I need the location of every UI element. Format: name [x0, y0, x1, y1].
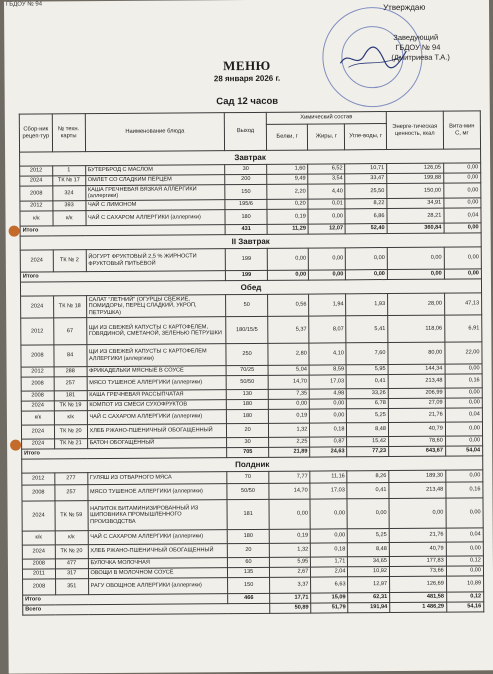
cell-dish: ХЛЕБ РЖАНО-ПШЕНИЧНЫЙ ОБОГАЩЕННЫЙ [88, 544, 228, 559]
cell-card: 1 [52, 166, 85, 176]
cell-yield: 130 [227, 389, 269, 399]
cell-yield: 180 [227, 399, 269, 409]
cell-col: 2024 [22, 501, 55, 531]
cell-yield: 180 [228, 529, 270, 543]
cell-v: 10,89 [446, 576, 483, 592]
cell-dish: РАГУ ОВОЩНОЕ АЛЛЕРГИКИ (аллергики) [88, 578, 228, 595]
cell-card: 317 [55, 569, 88, 579]
cell-card: 324 [53, 186, 86, 201]
total-f: 24,63 [310, 447, 347, 457]
cell-f: 0,18 [310, 423, 347, 437]
cell-f: 17,03 [310, 483, 347, 499]
section-title: II Завтрак [20, 233, 481, 250]
cell-p: 3,37 [269, 577, 311, 593]
grand-total-e: 1 486,29 [390, 602, 447, 612]
cell-v: 0,04 [446, 528, 483, 542]
cell-yield: 180 [227, 409, 269, 423]
header-vitc: Вита-мин С, мг [443, 111, 480, 149]
cell-v: 0,16 [445, 374, 482, 388]
cell-e: 206,99 [388, 388, 445, 398]
cell-f: 4,40 [308, 184, 345, 199]
cell-dish: БУЛОЧКА МОЛОЧНАЯ [88, 558, 228, 569]
cell-col: 2008 [21, 391, 54, 401]
cell-e: 150,00 [387, 183, 444, 198]
cell-c: 7,60 [346, 343, 388, 365]
total-f: 15,09 [311, 593, 348, 603]
cell-dish: ЩИ ИЗ СВЕЖЕЙ КАПУСТЫ С КАРТОФЕЛЕМ, ГОВЯДИНОЙ, СМЕТАНОЙ, ЗЕЛЕНЬЮ ПЕТРУШКИ [86, 317, 226, 345]
cell-card: ТК № 21 [54, 439, 87, 449]
cell-f: 1,94 [309, 294, 346, 316]
grand-total-f: 51,79 [311, 603, 348, 613]
total-c: 52,40 [346, 224, 388, 234]
cell-e: 126,69 [390, 576, 447, 592]
cell-c: 6,86 [345, 209, 387, 224]
cell-p: 14,70 [269, 483, 311, 499]
section-title: Завтрак [20, 149, 481, 166]
marker-dot [9, 226, 20, 237]
cell-v: 0,00 [445, 422, 482, 436]
cell-yield: 150 [228, 577, 270, 593]
cell-c: 5,25 [347, 409, 389, 423]
grand-total-label: Всего [23, 603, 270, 615]
cell-c: 10,92 [348, 567, 390, 577]
total-c: 62,31 [348, 593, 390, 603]
page-title: МЕНЮ [223, 57, 271, 74]
cell-dish: КАША ГРЕЧНЕВАЯ РАССЫПЧАТАЯ [87, 390, 227, 401]
cell-dish: БАТОН ОБОГАЩЕННЫЙ [87, 438, 227, 449]
total-yield: 466 [228, 593, 270, 603]
cell-card: ТК № 20 [55, 545, 88, 559]
total-label: Итого [20, 271, 225, 282]
cell-e: 177,83 [389, 556, 446, 566]
cell-p: 9,49 [267, 174, 309, 184]
total-e: 0,00 [387, 269, 444, 279]
cell-f: 6,63 [311, 577, 348, 593]
approval-line-1: Заведующий [393, 32, 439, 42]
cell-col: 2008 [20, 186, 53, 201]
table-row [20, 247, 481, 272]
cell-f: 0,00 [309, 248, 346, 270]
marker-dot [10, 440, 21, 451]
total-f: 12,07 [308, 224, 345, 234]
cell-col: 2012 [21, 318, 54, 345]
cell-card: 181 [54, 391, 87, 401]
cell-v: 0,00 [444, 183, 481, 198]
cell-p: 2,25 [268, 437, 310, 447]
cell-yield: 60 [228, 557, 270, 567]
cell-c: 8,22 [345, 199, 387, 209]
cell-col: 2012 [22, 473, 55, 485]
cell-e: 213,48 [389, 482, 446, 498]
cell-c: 8,26 [347, 471, 389, 483]
cell-dish: ЧАЙ С САХАРОМ АЛЛЕРГИКИ (аллергики) [87, 410, 227, 425]
cell-v: 0,12 [446, 556, 483, 566]
cell-col: 2008 [21, 345, 54, 367]
cell-c: 0,00 [346, 248, 388, 270]
cell-f: 17,03 [309, 375, 346, 389]
cell-c: 12,97 [348, 577, 390, 593]
cell-dish: МЯСО ТУШЕНОЕ АЛЛЕРГИКИ (аллергики) [87, 376, 227, 391]
cell-c: 5,41 [346, 316, 388, 343]
cell-e: 40,79 [389, 542, 446, 556]
cell-e: 118,06 [388, 315, 445, 342]
cell-yield: 70/25 [226, 365, 268, 375]
cell-p: 14,70 [268, 375, 310, 389]
total-label: Итого [23, 594, 228, 605]
cell-p: 5,37 [268, 316, 310, 343]
cell-c: 34,65 [348, 557, 390, 567]
cell-card: ТК № 18 [53, 296, 86, 318]
total-p: 0,00 [267, 270, 309, 280]
cell-col: 2024 [21, 401, 54, 411]
cell-dish: КОМПОТ ИЗ СМЕСИ СУХОФРУКТОВ [87, 400, 227, 411]
cell-p: 0,19 [267, 209, 309, 224]
cell-v: 0,00 [444, 247, 481, 269]
cell-yield: 50/50 [226, 375, 268, 389]
cell-col: 2024 [20, 176, 53, 186]
header-yield: Выход [225, 112, 267, 150]
cell-f: 0,18 [311, 543, 348, 557]
cell-card: 477 [55, 559, 88, 569]
cell-dish: БУТЕРБРОД С МАСЛОМ [85, 165, 225, 176]
cell-c: 8,48 [348, 543, 390, 557]
cell-dish: ЧАЙ С САХАРОМ АЛЛЕРГИКИ (аллергики) [85, 210, 225, 226]
cell-f: 2,04 [311, 567, 348, 577]
cell-yield: 180 [225, 209, 267, 224]
cell-card: 257 [55, 485, 88, 501]
cell-e: 144,34 [388, 364, 445, 374]
cell-col: к/к [22, 531, 55, 545]
cell-f: 6,52 [308, 164, 345, 174]
cell-f: 11,16 [310, 471, 347, 483]
menu-table [19, 110, 484, 615]
cell-p: 7,35 [268, 389, 310, 399]
cell-f: 0,01 [308, 199, 345, 209]
cell-col: 2012 [20, 201, 53, 211]
cell-yield: 20 [227, 423, 269, 437]
cell-yield: 199 [226, 248, 268, 270]
cell-e: 126,05 [387, 163, 444, 173]
cell-dish: ХЛЕБ РЖАНО-ПШЕНИЧНЫЙ ОБОГАЩЕННЫЙ [87, 424, 227, 439]
header-collection: Сбор-ник рецеп-тур [19, 114, 52, 152]
cell-yield: 135 [228, 567, 270, 577]
header-chem: Химический состав [266, 112, 386, 125]
cell-card: 67 [53, 318, 86, 345]
cell-f: 4,98 [310, 389, 347, 399]
cell-f: 0,87 [310, 437, 347, 447]
cell-e: 199,88 [387, 173, 444, 183]
cell-v: 0,00 [446, 566, 483, 576]
cell-yield: 150 [225, 184, 267, 199]
header-protein: Белки, г [266, 124, 308, 150]
cell-p: 5,04 [268, 365, 310, 375]
cell-yield: 250 [226, 343, 268, 365]
cell-card: 84 [54, 345, 87, 367]
cell-card: к/к [55, 531, 88, 545]
header-carb: Угле-воды, г [345, 124, 387, 150]
cell-e: 40,79 [388, 422, 445, 436]
cell-c: 0,41 [347, 483, 389, 499]
approval-line-2: ГБДОУ № 94 [395, 42, 441, 52]
cell-p: 1,60 [266, 164, 308, 174]
cell-p: 5,95 [269, 557, 311, 567]
cell-card: 288 [54, 367, 87, 377]
cell-p: 7,77 [269, 471, 311, 483]
cell-yield: 70 [227, 471, 269, 483]
total-yield: 199 [226, 270, 268, 280]
cell-e: 28,21 [387, 208, 444, 223]
total-c: 0,00 [346, 270, 388, 280]
cell-f: 0,00 [311, 529, 348, 543]
total-v: 0,12 [446, 592, 483, 602]
cell-yield: 181 [227, 499, 269, 529]
total-v: 54,04 [445, 446, 482, 456]
institution-corner-label: ГБДОУ № 94 [6, 1, 43, 8]
total-e: 643,67 [389, 446, 446, 456]
cell-card: 277 [55, 473, 88, 485]
cell-yield: 20 [228, 543, 270, 557]
grand-total-p: 50,89 [270, 603, 312, 613]
cell-f: 8,59 [309, 365, 346, 375]
cell-c: 0,41 [347, 375, 389, 389]
cell-e: 21,76 [389, 528, 446, 542]
cell-c: 1,93 [346, 294, 388, 316]
cell-p: 2,80 [268, 343, 310, 365]
cell-dish: МЯСО ТУШЕНОЕ АЛЛЕРГИКИ (аллергики) [87, 484, 227, 501]
cell-p: 2,67 [269, 567, 311, 577]
cell-card: ТК № 2 [53, 250, 86, 272]
cell-f: 0,00 [308, 209, 345, 224]
cell-card: ТК № 17 [52, 176, 85, 186]
cell-c: 25,50 [345, 184, 387, 199]
header-dish: Наименование блюда [85, 113, 225, 152]
table-row [21, 342, 482, 367]
cell-col: 2024 [22, 439, 55, 449]
cell-yield: 50/50 [227, 483, 269, 499]
cell-f: 8,07 [309, 316, 346, 343]
total-v: 0,00 [444, 223, 481, 233]
cell-v: 6,91 [445, 315, 482, 342]
cell-e: 0,00 [387, 247, 444, 269]
cell-p: 0,20 [267, 199, 309, 209]
cell-col: 2008 [21, 377, 54, 391]
cell-f: 1,71 [311, 557, 348, 567]
cell-e: 80,00 [388, 342, 445, 364]
cell-col: к/к [20, 211, 53, 226]
cell-c: 8,48 [347, 423, 389, 437]
cell-dish: НАПИТОК ВИТАМИНИЗИРОВАННЫЙ ИЗ ШИПОВНИКА ПРОМЫШЛЕННОГО ПРОИЗВОДСТВА [88, 500, 228, 531]
cell-yield: 180/15/5 [226, 316, 268, 343]
cell-dish: ЙОГУРТ ФРУКТОВЫЙ 2,5 % ЖИРНОСТИ ФРУКТОВЫЙ ПИТЬЕВОЙ [86, 249, 226, 272]
cell-e: 73,66 [389, 566, 446, 576]
cell-e: 78,60 [389, 436, 446, 446]
cell-v: 0,00 [443, 163, 480, 173]
table-row [21, 293, 482, 318]
header-card: № техн. карты [52, 114, 85, 152]
section-title: Полдник [22, 456, 483, 473]
cell-e: 27,09 [388, 398, 445, 408]
cell-col: 2024 [20, 250, 53, 272]
total-p: 17,71 [269, 593, 311, 603]
total-c: 77,23 [347, 447, 389, 457]
cell-col: 2024 [21, 425, 54, 439]
cell-card: 257 [54, 377, 87, 391]
cell-c: 33,26 [347, 389, 389, 399]
menu-table-body [20, 149, 484, 615]
cell-card: к/к [53, 211, 86, 226]
cell-yield: 195/6 [225, 199, 267, 209]
cell-col: 2008 [23, 579, 56, 595]
cell-v: 0,04 [445, 408, 482, 422]
cell-p: 1,32 [268, 423, 310, 437]
cell-yield: 30 [225, 164, 267, 174]
cell-v: 0,00 [446, 542, 483, 556]
cell-v: 0,00 [445, 398, 482, 408]
cell-f: 0,00 [310, 499, 347, 529]
cell-p: 0,00 [268, 399, 310, 409]
cell-card: ТК № 20 [54, 425, 87, 439]
cell-c: 15,42 [347, 437, 389, 447]
cell-col: 2012 [21, 367, 54, 377]
cell-col: к/к [21, 411, 54, 425]
cell-c: 0,00 [347, 499, 389, 529]
cell-e: 21,76 [388, 408, 445, 422]
cell-f: 4,10 [309, 343, 346, 365]
group-name: Сад 12 часов [216, 95, 279, 108]
cell-p: 0,19 [268, 409, 310, 423]
cell-dish: ЩИ ИЗ СВЕЖЕЙ КАПУСТЫ С КАРТОФЕЛЕМ АЛЛЕРГИКИ (аллергики) [86, 344, 226, 367]
cell-e: 213,48 [388, 374, 445, 388]
cell-card: 393 [53, 201, 86, 211]
cell-v: 22,00 [445, 342, 482, 364]
total-e: 360,84 [387, 223, 444, 233]
cell-dish: КАША ГРЕЧНЕВАЯ ВЯЗКАЯ АЛЛЕРГИКИ (аллергики) [85, 185, 225, 201]
cell-card: ТК № 59 [55, 501, 88, 531]
cell-v: 0,00 [445, 364, 482, 374]
cell-e: 0,00 [389, 498, 446, 528]
menu-sheet [4, 0, 493, 674]
header-fat: Жиры, г [308, 124, 345, 150]
cell-e: 34,91 [387, 198, 444, 208]
grand-total-v: 54,16 [447, 602, 484, 612]
cell-f: 0,00 [310, 409, 347, 423]
total-p: 21,89 [268, 447, 310, 457]
section-title: Обед [20, 279, 481, 296]
total-f: 0,00 [309, 270, 346, 280]
cell-e: 28,00 [388, 293, 445, 315]
cell-dish: САЛАТ "ЛЕТНИЙ" (ОГУРЦЫ СВЕЖИЕ, ПОМИДОРЫ, ПЕРЕЦ СЛАДКИЙ, УКРОП, ПЕТРУШКА) [86, 295, 226, 318]
cell-dish: ЧАЙ С САХАРОМ АЛЛЕРГИКИ (аллергики) [88, 530, 228, 545]
cell-f: 3,54 [308, 174, 345, 184]
total-label: Итого [20, 225, 225, 236]
cell-c: 6,78 [347, 399, 389, 409]
grand-total-row [23, 602, 484, 615]
total-label: Итого [22, 448, 227, 459]
cell-dish: ОМЛЕТ СО СЛАДКИМ ПЕРЦЕМ [85, 175, 225, 186]
cell-c: 5,95 [347, 365, 389, 375]
cell-e: 189,30 [389, 470, 446, 482]
cell-yield: 50 [226, 294, 268, 316]
cell-dish: ГУЛЯШ ИЗ ОТВАРНОГО МЯСА [87, 472, 227, 485]
menu-date: 28 января 2026 г. [213, 73, 281, 84]
cell-v: 0,16 [446, 482, 483, 498]
cell-v: 0,04 [444, 208, 481, 223]
cell-v: 0,00 [446, 470, 483, 482]
cell-v: 0,00 [444, 173, 481, 183]
total-yield: 431 [225, 224, 267, 234]
table-row [22, 498, 483, 531]
cell-card: к/к [54, 411, 87, 425]
cell-col: 2008 [22, 485, 55, 501]
cell-col: 2012 [20, 166, 53, 176]
grand-total-c: 191,94 [348, 603, 390, 613]
cell-col: 2011 [22, 569, 55, 579]
cell-dish: ФРИКАДЕЛЬКИ МЯСНЫЕ В СОУСЕ [87, 366, 227, 377]
total-p: 11,29 [267, 224, 309, 234]
cell-dish: ОВОЩИ В МОЛОЧНОМ СОУСЕ [88, 568, 228, 579]
cell-p: 0,00 [269, 499, 311, 529]
cell-p: 0,56 [267, 294, 309, 316]
total-v: 0,00 [444, 269, 481, 279]
cell-c: 10,71 [345, 164, 387, 174]
cell-card: 351 [55, 579, 88, 595]
cell-col: 2024 [21, 296, 54, 318]
cell-v: 0,00 [444, 198, 481, 208]
cell-p: 0,00 [267, 248, 309, 270]
cell-c: 5,25 [348, 529, 390, 543]
cell-card: ТК № 19 [54, 401, 87, 411]
header-energy: Энерге-тическая ценность, ккал [386, 111, 443, 149]
cell-c: 33,47 [345, 174, 387, 184]
cell-p: 0,19 [269, 529, 311, 543]
cell-v: 0,00 [446, 498, 483, 528]
table-row [21, 315, 482, 345]
cell-col: 2024 [22, 545, 55, 559]
cell-yield: 200 [225, 174, 267, 184]
cell-p: 2,20 [267, 184, 309, 199]
cell-col: 2008 [22, 559, 55, 569]
approval-line-3: (Дмитриева Т.А.) [391, 52, 450, 62]
cell-f: 0,00 [310, 399, 347, 409]
cell-v: 0,00 [445, 436, 482, 446]
cell-v: 47,13 [444, 293, 481, 315]
total-yield: 705 [227, 447, 269, 457]
cell-yield: 30 [227, 437, 269, 447]
total-e: 481,58 [390, 592, 447, 602]
cell-p: 1,32 [269, 543, 311, 557]
cell-dish: ЧАЙ С ЛИМОНОМ [85, 200, 225, 211]
approval-heading: Утверждаю [383, 2, 426, 13]
cell-v: 0,00 [445, 388, 482, 398]
